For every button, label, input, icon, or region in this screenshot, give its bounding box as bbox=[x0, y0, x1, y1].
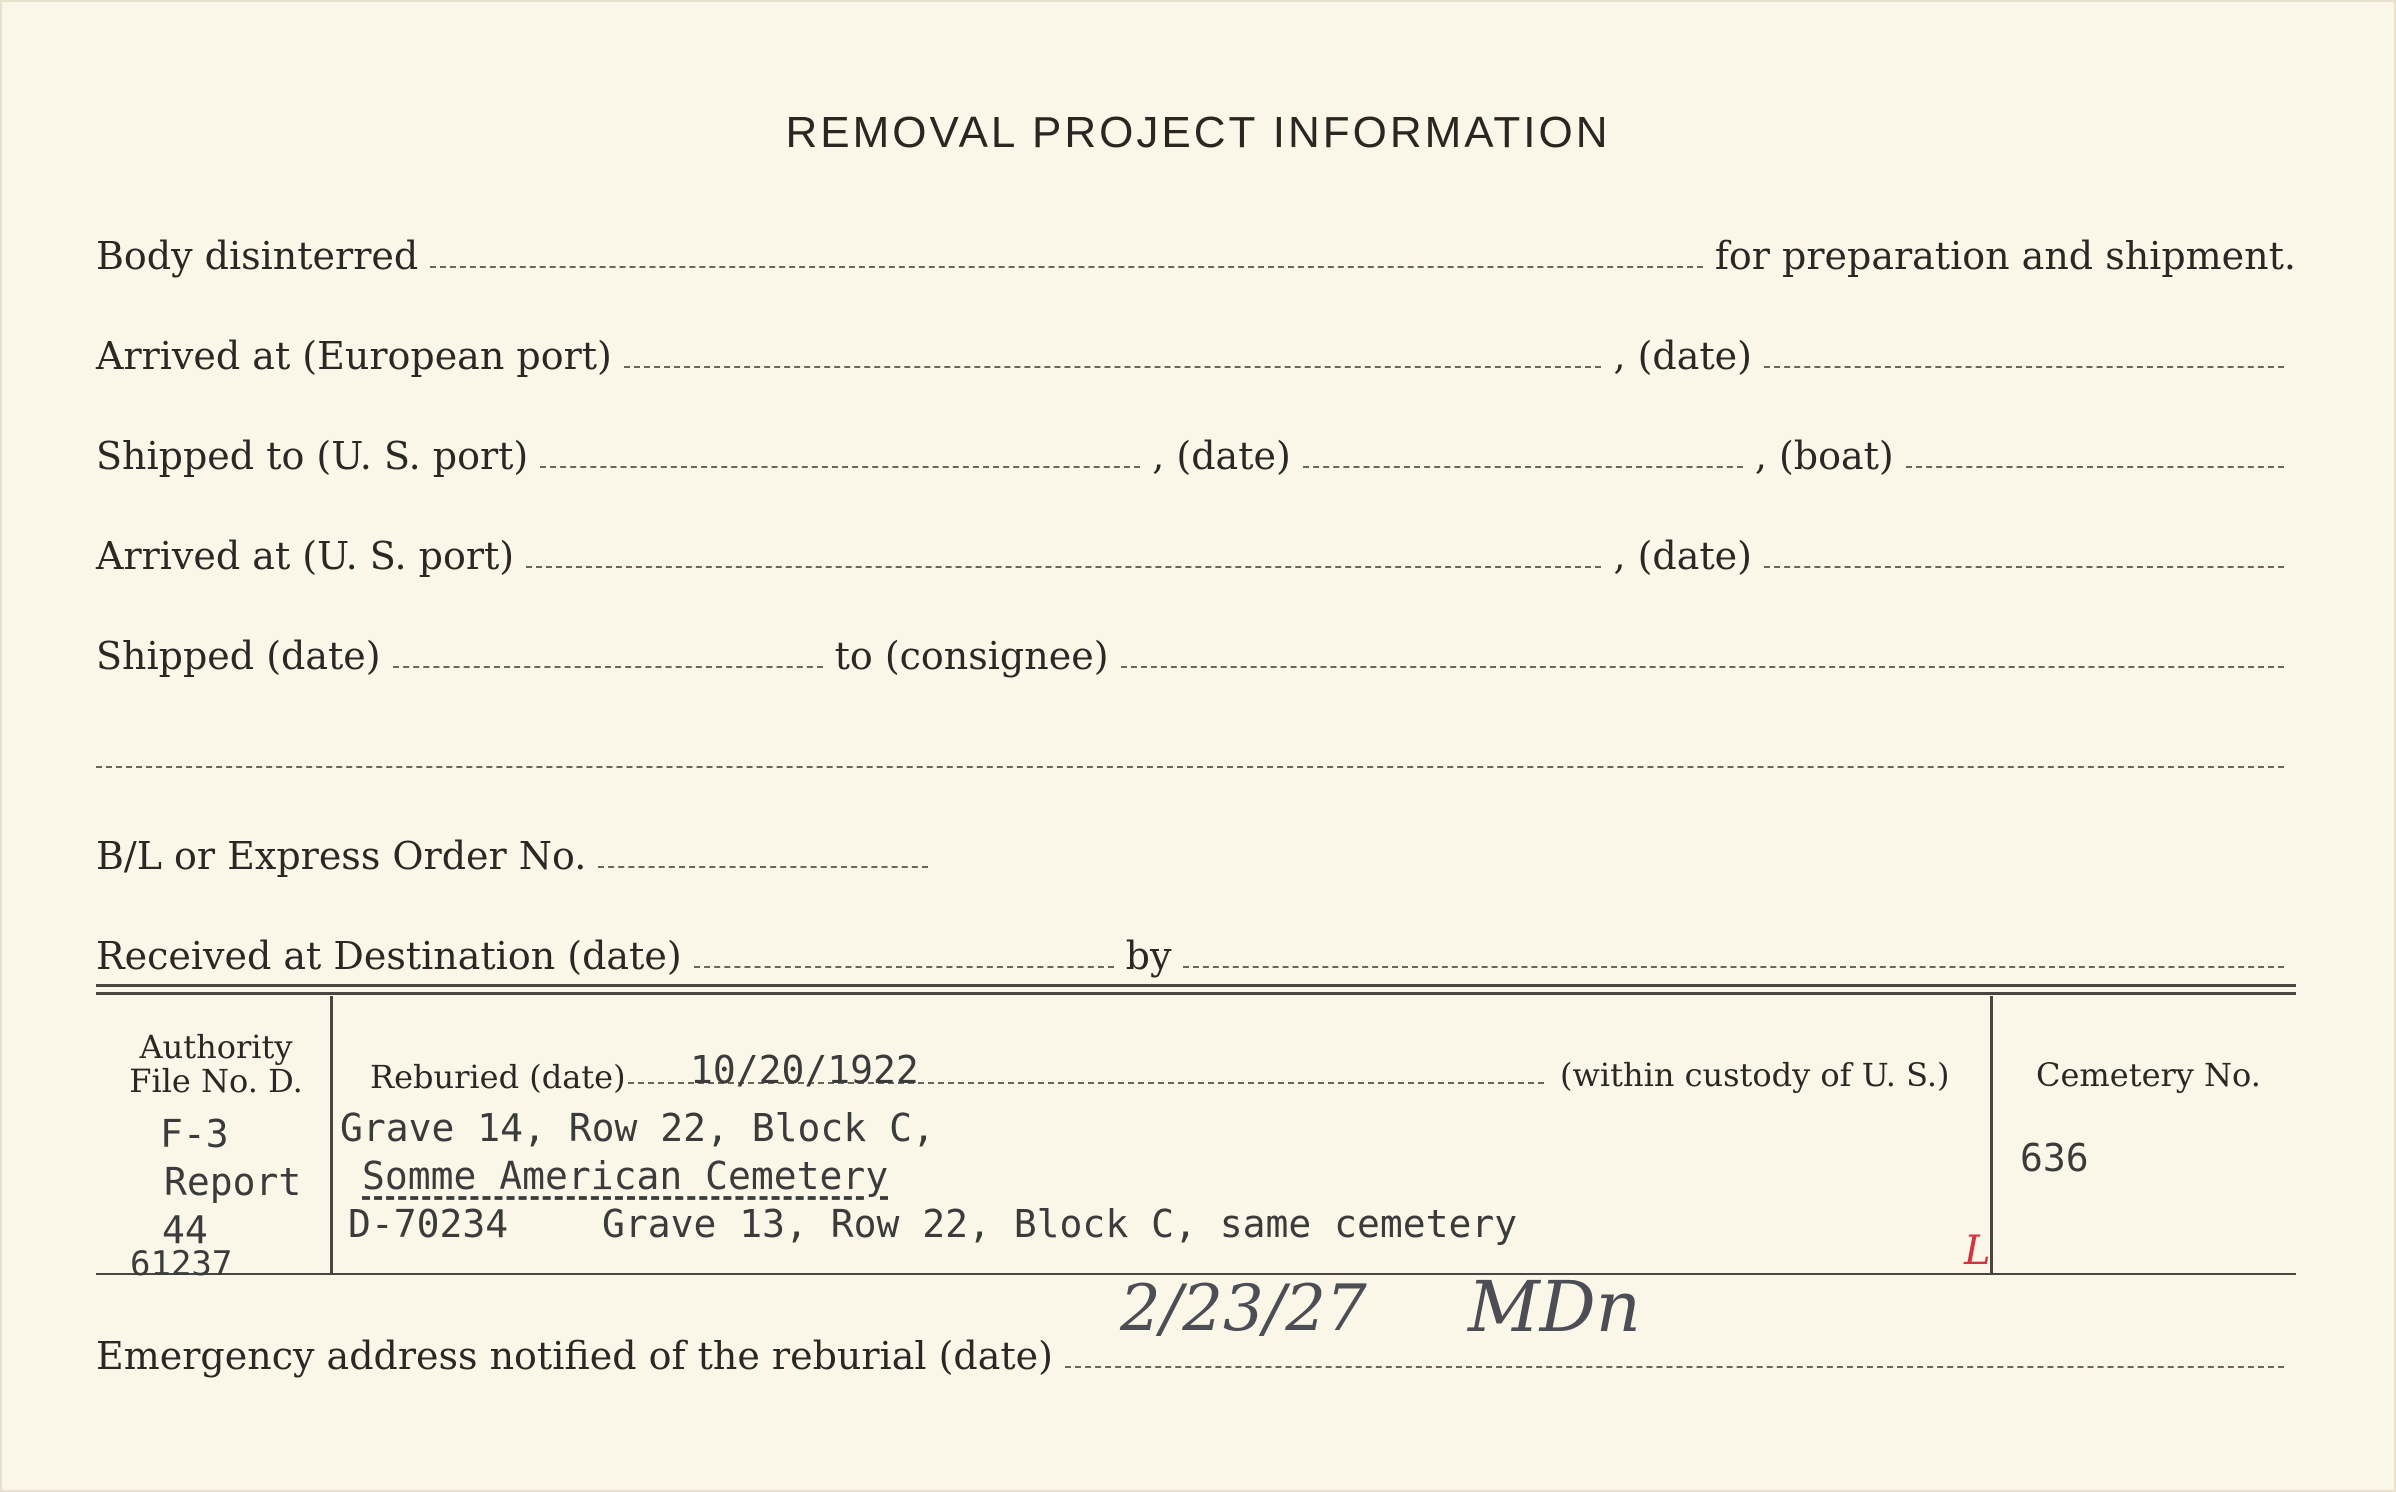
authority-value-3: 44 bbox=[162, 1208, 208, 1252]
section-divider-bottom bbox=[96, 992, 2296, 995]
reburied-label: Reburied (date) bbox=[370, 1058, 626, 1096]
bl-field bbox=[598, 866, 928, 868]
consignee-field bbox=[1121, 666, 2284, 668]
grave-line-2: Somme American Cemetery bbox=[362, 1154, 889, 1198]
grave-line-1: Grave 14, Row 22, Block C, bbox=[340, 1106, 935, 1150]
received-label: Received at Destination (date) bbox=[96, 934, 682, 978]
shipped-date-row bbox=[96, 618, 2296, 678]
arrived-european-date-field bbox=[1764, 366, 2284, 368]
shipped-to-us-label: Shipped to (U. S. port) bbox=[96, 434, 529, 478]
authority-column-divider bbox=[330, 996, 333, 1274]
arrived-european-port-field bbox=[624, 366, 1602, 368]
authority-label-2: File No. D. bbox=[129, 1062, 303, 1100]
arrived-us-port-field bbox=[526, 566, 1601, 568]
card-title: REMOVAL PROJECT INFORMATION bbox=[785, 108, 1611, 157]
custody-label: (within custody of U. S.) bbox=[1560, 1056, 1950, 1094]
shipped-date-field bbox=[393, 666, 823, 668]
body-disinterred-suffix: for preparation and shipment. bbox=[1714, 234, 2296, 278]
body-disinterred-field bbox=[430, 266, 1703, 268]
bl-label: B/L or Express Order No. bbox=[96, 834, 587, 878]
emergency-date-field bbox=[1065, 1366, 2284, 1368]
received-by-field bbox=[1183, 966, 2284, 968]
arrived-us-date-label: , (date) bbox=[1613, 534, 1752, 578]
consignee-label: to (consignee) bbox=[834, 634, 1109, 678]
consignee-continuation-field bbox=[96, 766, 2284, 768]
body-disinterred-label: Body disinterred bbox=[96, 234, 419, 278]
bl-row bbox=[96, 818, 2296, 878]
grave-line-3-id: D-70234 bbox=[348, 1202, 509, 1246]
shipped-to-us-boat-field bbox=[1906, 466, 2284, 468]
received-row bbox=[96, 918, 2296, 978]
initials-handwritten: MDn bbox=[1468, 1266, 1641, 1348]
shipped-date-label: Shipped (date) bbox=[96, 634, 381, 678]
emergency-label: Emergency address notified of the reburial (date) bbox=[96, 1334, 1053, 1378]
authority-label-1: Authority bbox=[139, 1028, 293, 1066]
authority-value-2: Report bbox=[164, 1160, 302, 1204]
emergency-date-handwritten: 2/23/27 bbox=[1120, 1272, 1367, 1346]
consignee-continuation-row bbox=[96, 718, 2296, 778]
cemetery-no-value: 636 bbox=[2020, 1136, 2089, 1180]
red-check-mark: L bbox=[1964, 1228, 1991, 1274]
arrived-european-label: Arrived at (European port) bbox=[96, 334, 612, 378]
section-divider-top bbox=[96, 984, 2296, 987]
received-date-field bbox=[694, 966, 1114, 968]
shipped-to-us-row bbox=[96, 418, 2296, 478]
arrived-us-label: Arrived at (U. S. port) bbox=[96, 534, 515, 578]
authority-value-4: 61237 bbox=[130, 1244, 233, 1284]
arrived-european-row bbox=[96, 318, 2296, 378]
arrived-us-date-field bbox=[1764, 566, 2284, 568]
shipped-to-us-date-field bbox=[1303, 466, 1743, 468]
cemetery-no-label: Cemetery No. bbox=[2036, 1056, 2261, 1094]
grave-line-3-rest: Grave 13, Row 22, Block C, same cemetery bbox=[602, 1202, 1518, 1246]
shipped-to-us-boat-label: , (boat) bbox=[1754, 434, 1894, 478]
arrived-european-date-label: , (date) bbox=[1613, 334, 1752, 378]
body-disinterred-row bbox=[96, 218, 2296, 278]
shipped-to-us-date-label: , (date) bbox=[1152, 434, 1291, 478]
by-label: by bbox=[1125, 934, 1172, 978]
arrived-us-row bbox=[96, 518, 2296, 578]
authority-value-1: F-3 bbox=[160, 1112, 229, 1156]
shipped-to-us-port-field bbox=[540, 466, 1140, 468]
reburied-date-value: 10/20/1922 bbox=[690, 1048, 919, 1092]
